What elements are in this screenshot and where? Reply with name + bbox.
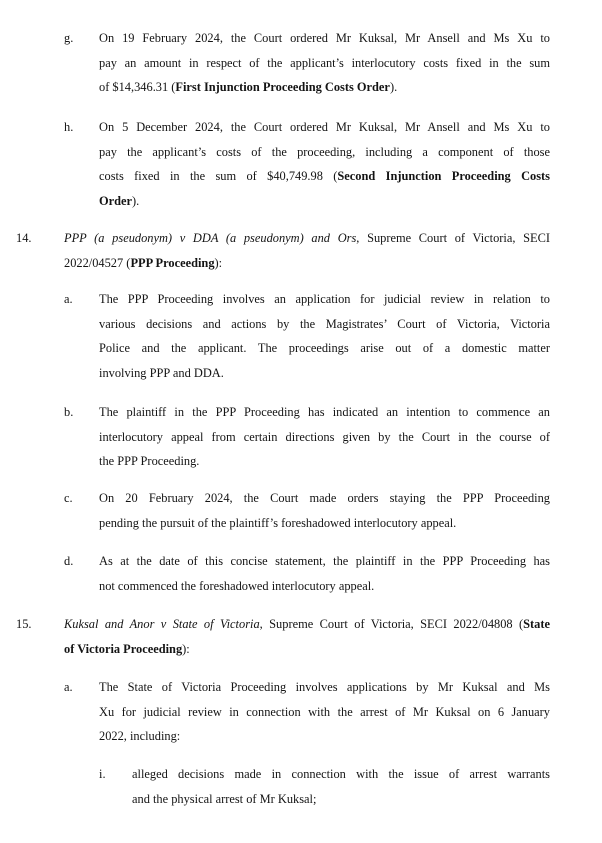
item-label-g: g. bbox=[64, 31, 74, 45]
defined-term: Second Injunction Proceeding Costs bbox=[337, 169, 551, 184]
paragraph-line: pending the pursuit of the plaintiff’s foreshadowed interlocutory appeal. bbox=[99, 515, 457, 530]
paragraph-15ai bbox=[132, 762, 550, 811]
defined-term: First Injunction Proceeding Costs Order bbox=[175, 80, 390, 95]
item-label-14d: d. bbox=[64, 554, 74, 568]
paragraph-line bbox=[64, 226, 550, 251]
paragraph-line bbox=[99, 164, 550, 189]
paragraph-line: On 19 February 2024, the Court ordered Mr Kuksal, Mr Ansell and Ms Xu to bbox=[99, 31, 550, 45]
paragraph-line: On 5 December 2024, the Court ordered Mr Kuksal, Mr Ansell and Ms Xu to bbox=[99, 120, 550, 134]
paragraph-line: On 20 February 2024, the Court made orders staying the PPP Proceeding bbox=[99, 491, 550, 505]
paragraph-15a bbox=[99, 675, 550, 749]
text-run: ). bbox=[389, 80, 398, 95]
paragraph-14c bbox=[99, 486, 550, 535]
paragraph-line: The plaintiff in the PPP Proceeding has indicated an intention to commence an bbox=[99, 405, 550, 419]
paragraph-line: pay an amount in respect of the applicant’s interlocutory costs fixed in the sum bbox=[99, 55, 550, 70]
item-label-h: h. bbox=[64, 120, 74, 134]
paragraph-line: and the physical arrest of Mr Kuksal; bbox=[132, 791, 317, 806]
paragraph-line: Xu for judicial review in connection with the arrest of Mr Kuksal on 6 January bbox=[99, 704, 550, 719]
text-run: 2022/04527 ( bbox=[64, 255, 131, 270]
item-label-14c: c. bbox=[64, 491, 73, 505]
paragraph-14b bbox=[99, 400, 550, 474]
paragraph-line: interlocutory appeal from certain directions given by the Court in the course of bbox=[99, 429, 550, 444]
text-run: ). bbox=[132, 193, 140, 208]
paragraph-line: not commenced the foreshadowed interlocutory appeal. bbox=[99, 578, 375, 593]
paragraph-14 bbox=[64, 226, 550, 275]
paragraph-line bbox=[64, 612, 550, 637]
item-label-14a: a. bbox=[64, 292, 73, 306]
item-label-14b: b. bbox=[64, 405, 74, 419]
paragraph-number-15: 15. bbox=[16, 617, 32, 631]
paragraph-line: The PPP Proceeding involves an application for judicial review in relation to bbox=[99, 292, 550, 306]
paragraph-line: Police and the applicant. The proceedings arise out of a domestic matter bbox=[99, 341, 550, 356]
text-run: costs fixed in the sum of $40,749.98 ( bbox=[99, 169, 338, 184]
paragraph-line: 2022, including: bbox=[99, 729, 181, 744]
paragraph-line: alleged decisions made in connection with the issue of arrest warrants bbox=[132, 767, 550, 781]
text-run: ): bbox=[214, 255, 223, 270]
paragraph-h bbox=[99, 115, 550, 213]
text-run: , Supreme Court of Victoria, SECI 2022/04808 ( bbox=[259, 617, 524, 631]
paragraph-line bbox=[64, 251, 550, 276]
case-name: PPP (a pseudonym) v DDA (a pseudonym) and Ors bbox=[64, 231, 357, 245]
text-run: ): bbox=[182, 641, 190, 656]
paragraph-line bbox=[99, 75, 550, 100]
paragraph-line: As at the date of this concise statement, the plaintiff in the PPP Proceeding has bbox=[99, 554, 550, 568]
paragraph-line: The State of Victoria Proceeding involves applications by Mr Kuksal and Ms bbox=[99, 680, 550, 694]
paragraph-line bbox=[99, 189, 550, 214]
paragraph-line: the PPP Proceeding. bbox=[99, 454, 200, 469]
paragraph-g bbox=[99, 26, 550, 100]
case-name: Kuksal and Anor v State of Victoria bbox=[64, 617, 260, 631]
defined-term: State bbox=[523, 617, 550, 631]
defined-term: of Victoria Proceeding bbox=[64, 641, 183, 656]
paragraph-14a bbox=[99, 287, 550, 385]
paragraph-number-14: 14. bbox=[16, 231, 32, 245]
paragraph-line: pay the applicant’s costs of the proceeding, including a component of those bbox=[99, 144, 550, 159]
defined-term: Order bbox=[99, 193, 133, 208]
item-label-15ai: i. bbox=[99, 767, 106, 781]
paragraph-15 bbox=[64, 612, 550, 661]
paragraph-14d bbox=[99, 549, 550, 598]
text-run: of $14,346.31 ( bbox=[99, 80, 176, 95]
item-label-15a: a. bbox=[64, 680, 73, 694]
paragraph-line: various decisions and actions by the Magistrates’ Court of Victoria, Victoria bbox=[99, 316, 550, 331]
paragraph-line bbox=[64, 637, 550, 662]
text-run: , Supreme Court of Victoria, SECI bbox=[356, 231, 550, 245]
paragraph-line: involving PPP and DDA. bbox=[99, 365, 224, 380]
defined-term: PPP Proceeding bbox=[130, 255, 215, 270]
